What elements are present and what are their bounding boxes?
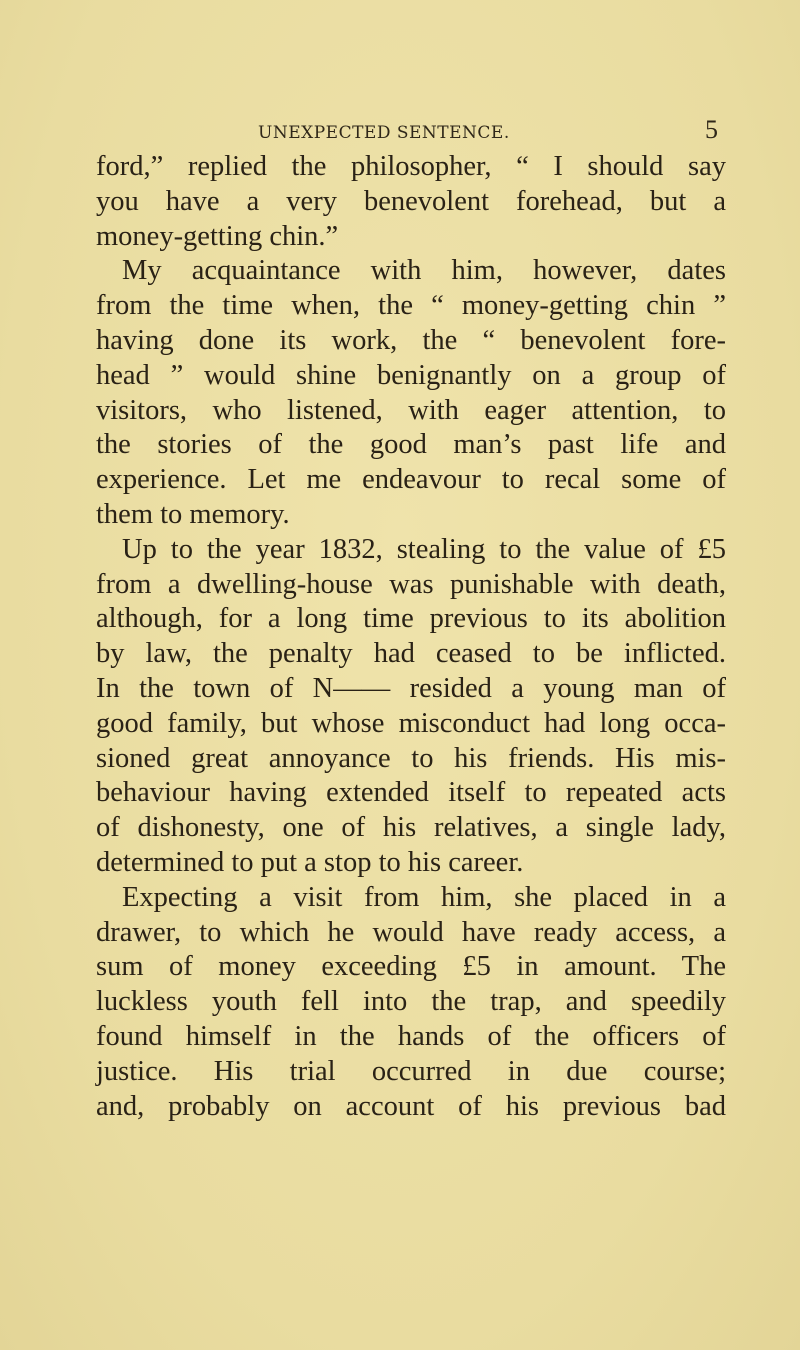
text-line: you have a very benevolent forehead, but a bbox=[96, 185, 726, 217]
page-number: 5 bbox=[705, 115, 718, 144]
text-line: them to memory. bbox=[96, 498, 290, 530]
text-line: luckless youth fell into the trap, and speedily bbox=[96, 986, 726, 1018]
text-line: justice. His trial occurred in due course; bbox=[96, 1055, 726, 1087]
text-line: Expecting a visit from him, she placed in a bbox=[122, 881, 726, 913]
text-line: sum of money exceeding £5 in amount. The bbox=[96, 951, 726, 983]
text-line: My acquaintance with him, however, dates bbox=[122, 255, 726, 287]
text-line: head ” would shine benignantly on a group of bbox=[96, 359, 726, 391]
running-head: UNEXPECTED SENTENCE. bbox=[258, 123, 510, 143]
text-line: good family, but whose misconduct had long occa- bbox=[96, 707, 726, 739]
text-line: behaviour having extended itself to repeated acts bbox=[96, 777, 726, 809]
text-line: In the town of N—— resided a young man of bbox=[96, 672, 726, 704]
text-line: determined to put a stop to his career. bbox=[96, 846, 524, 878]
text-line: although, for a long time previous to its abolition bbox=[96, 603, 726, 635]
text-line: sioned great annoyance to his friends. His mis- bbox=[96, 742, 726, 774]
text-line: having done its work, the “ benevolent fore- bbox=[96, 324, 726, 356]
text-line: from a dwelling-house was punishable with death, bbox=[96, 568, 726, 600]
text-line: Up to the year 1832, stealing to the value of £5 bbox=[122, 533, 726, 565]
text-line: visitors, who listened, with eager attention, to bbox=[96, 394, 726, 426]
text-line: found himself in the hands of the officers of bbox=[96, 1020, 726, 1052]
text-line: ford,” replied the philosopher, “ I should say bbox=[96, 151, 726, 182]
text-line: by law, the penalty had ceased to be inflicted. bbox=[96, 638, 726, 670]
text-line: drawer, to which he would have ready access, a bbox=[96, 916, 726, 948]
text-line: the stories of the good man’s past life and bbox=[96, 429, 726, 461]
body-text bbox=[96, 150, 726, 1124]
text-line: money-getting chin.” bbox=[96, 220, 339, 252]
page-header bbox=[258, 115, 718, 145]
text-line: and, probably on account of his previous bad bbox=[96, 1090, 726, 1122]
text-line: of dishonesty, one of his relatives, a single lady, bbox=[96, 812, 726, 844]
text-line: experience. Let me endeavour to recal some of bbox=[96, 464, 726, 496]
text-line: from the time when, the “ money-getting chin ” bbox=[96, 290, 726, 322]
